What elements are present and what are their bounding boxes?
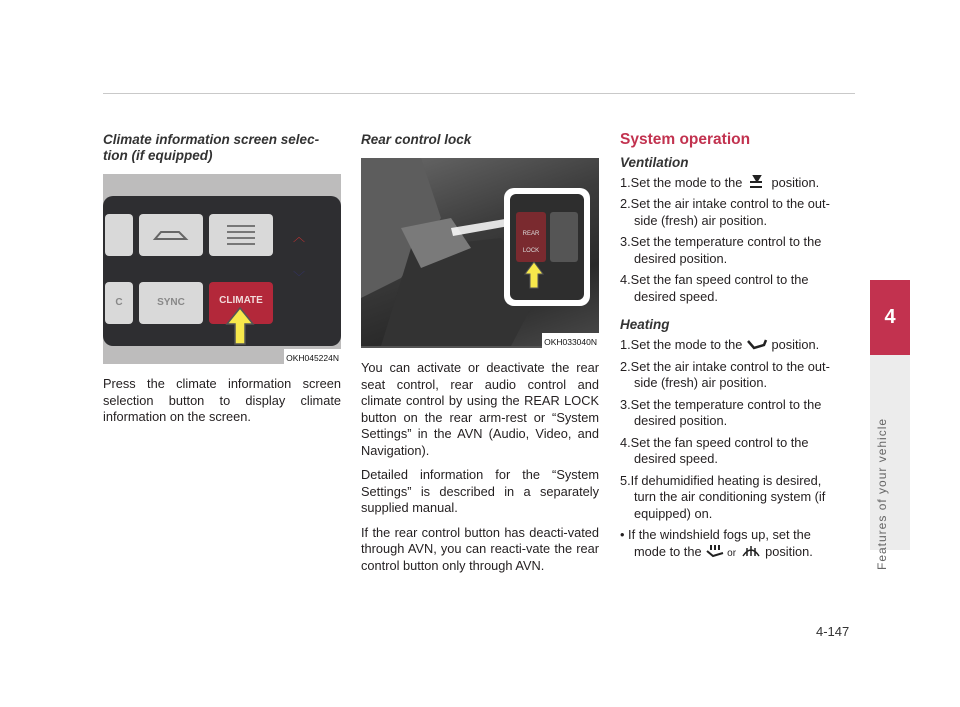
figure-caption: OKH045224N <box>284 349 341 365</box>
step-text: position. <box>767 337 820 352</box>
step-text: 4.Set the fan speed control to the <box>620 272 809 287</box>
rear-lock-button: REAR LOCK <box>516 212 546 262</box>
step-text: 3.Set the temperature control to the <box>620 396 822 412</box>
rear-seat-image <box>361 158 599 346</box>
heating-step <box>620 397 856 430</box>
heating-step <box>620 359 856 392</box>
panel-button-car <box>139 214 203 256</box>
heating-step <box>620 473 856 523</box>
pointer-arrow-icon <box>524 260 544 290</box>
subheading-ventilation: Ventilation <box>620 154 689 170</box>
step-text: desired position. <box>634 250 728 266</box>
ventilation-step <box>620 272 856 305</box>
climate-panel-figure <box>103 174 341 364</box>
chapter-title: Features of your vehicle <box>875 417 889 570</box>
step-text: 1.Set the mode to the <box>620 174 746 190</box>
step-text: turn the air conditioning system (if equipped) on. <box>634 489 826 521</box>
pointer-arrow-icon <box>225 306 255 346</box>
chapter-number: 4 <box>870 280 910 355</box>
car-icon <box>151 225 191 245</box>
step-text: 5.If dehumidified heating is desired, <box>620 472 822 488</box>
or-text: or <box>727 547 737 559</box>
section-heading-rear-lock: Rear control lock <box>361 132 472 147</box>
panel-button-c: C <box>105 282 133 324</box>
section-heading-system-operation: System operation <box>620 131 751 148</box>
step-text: 3.Set the temperature control to the <box>620 234 822 249</box>
step-text: 2.Set the air intake control to the out- <box>620 358 830 374</box>
step-text: position. <box>767 174 820 190</box>
chapter-side-tab <box>870 280 910 570</box>
figure-caption: OKH033040N <box>542 333 599 349</box>
page-number: 4-147 <box>816 624 850 639</box>
heating-step <box>620 435 856 468</box>
defrost-lines-icon <box>221 220 261 250</box>
temp-up-icon: ︿ <box>293 230 306 244</box>
step-text: 1.Set the mode to the <box>620 337 746 352</box>
heading-line: tion (if equipped) <box>103 148 213 163</box>
step-text: position. <box>761 543 813 559</box>
step-text: 2.Set the air intake control to the out- <box>620 196 830 211</box>
body-text: Press the climate information screen selection button to display climate information on the screen. <box>103 376 341 424</box>
step-text: side (fresh) air position. <box>634 212 767 228</box>
step-text: desired position. <box>634 413 728 428</box>
temp-down-icon: ﹀ <box>293 270 306 284</box>
column-climate-info <box>103 132 341 434</box>
step-continuation <box>634 544 856 563</box>
ventilation-step <box>620 234 856 267</box>
zoom-inset <box>504 188 590 306</box>
step-text: 4.Set the fan speed control to the <box>620 434 809 450</box>
step-text: mode to the <box>634 543 706 559</box>
panel-button-climate: CLIMATE <box>209 282 273 324</box>
body-text: You can activate or deactivate the rear seat control, rear audio control and climate control by using the REAR LOCK button on the rear arm-rest or “System Settings” in the AVN (Audio, Video, and Navigation). <box>361 360 599 458</box>
rear-seat-figure <box>361 158 599 348</box>
rear-window-button <box>550 212 578 262</box>
panel-button-partial <box>105 214 133 256</box>
step-text: side (fresh) air position. <box>634 375 767 390</box>
ventilation-step <box>620 196 856 229</box>
step-text: desired speed. <box>634 288 718 304</box>
zoom-button-panel <box>510 194 584 300</box>
step-text: desired speed. <box>634 451 718 466</box>
heating-bullet <box>620 527 856 562</box>
subheading-heating: Heating <box>620 317 670 332</box>
climate-panel-image <box>103 174 341 360</box>
heating-step <box>620 337 856 354</box>
panel-button-sync: SYNC <box>139 282 203 324</box>
heading-line: Climate information screen selec- <box>103 132 320 147</box>
body-text: Detailed information for the “System Settings” is described in a separately supplied manual. <box>361 467 599 515</box>
section-heading-climate-info <box>103 132 341 164</box>
floor-mode-icon <box>746 337 768 351</box>
ventilation-step <box>620 175 856 192</box>
defrost-icon <box>740 544 762 558</box>
column-rear-control-lock <box>361 132 599 582</box>
body-text: If the rear control button has deacti-vated through AVN, you can reacti-vate the rear control button only through AVN. <box>361 524 599 573</box>
step-text: • If the windshield fogs up, set the <box>620 527 811 542</box>
top-divider <box>103 93 855 94</box>
vent-face-mode-icon <box>746 175 768 189</box>
floor-defrost-mode-icon <box>705 544 727 558</box>
column-system-operation <box>620 132 856 567</box>
panel-button-lines <box>209 214 273 256</box>
